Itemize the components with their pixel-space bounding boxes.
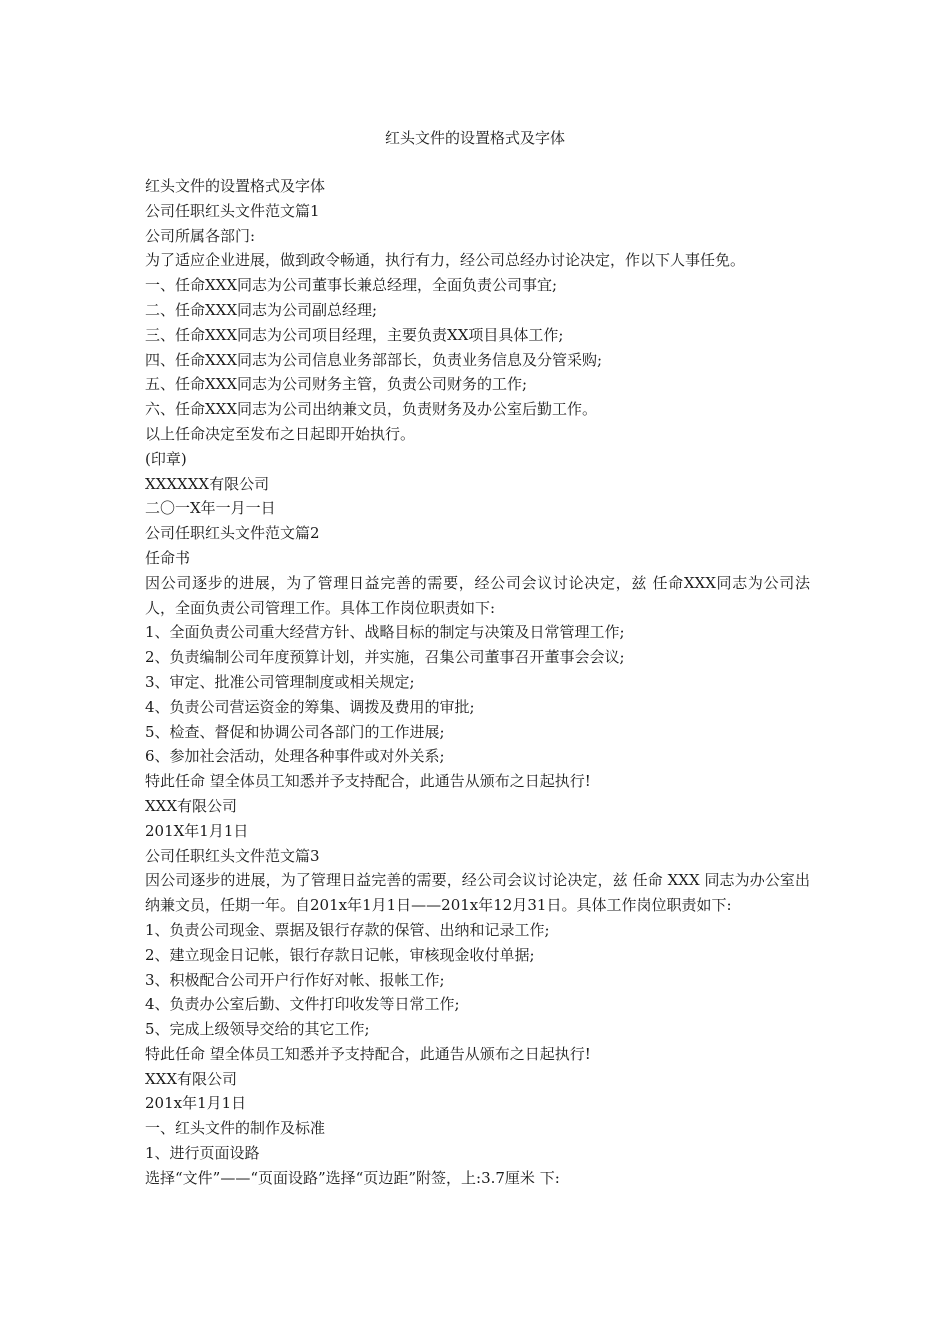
document-paragraph: 公司任职红头文件范文篇1: [145, 201, 320, 220]
document-paragraph: 2、建立现金日记帐，银行存款日记帐，审核现金收付单据;: [145, 945, 535, 964]
document-paragraph: 一、红头文件的制作及标准: [145, 1119, 326, 1138]
document-paragraph: 3、积极配合公司开户行作好对帐、报帐工作;: [145, 970, 445, 989]
document-paragraph: 201X年1月1日: [145, 821, 249, 840]
document-paragraph: 特此任命 望全体员工知悉并予支持配合，此通告从颁布之日起执行!: [145, 772, 591, 791]
document-body: [145, 174, 810, 1191]
document-paragraph: 为了适应企业进展，做到政令畅通，执行有力，经公司总经办讨论决定，作以下人事任免。: [145, 251, 746, 270]
document-paragraph: 红头文件的设置格式及字体: [145, 177, 326, 195]
document-paragraph: 选择“文件”——“页面设路”选择“页边距”附签，上:3.7厘米 下:: [145, 1168, 560, 1187]
document-paragraph: (印章): [145, 449, 187, 468]
document-paragraph: 特此任命 望全体员工知悉并予支持配合，此通告从颁布之日起执行!: [145, 1044, 591, 1063]
document-paragraph: 公司所属各部门:: [145, 226, 256, 245]
document-paragraph: XXX有限公司: [145, 1069, 238, 1088]
document-paragraph: 1、进行页面设路: [145, 1144, 260, 1163]
document-paragraph: 一、任命XXX同志为公司董事长兼总经理，全面负责公司事宜;: [145, 276, 558, 295]
document-paragraph: XXXXXX有限公司: [145, 474, 270, 493]
document-paragraph: 五、任命XXX同志为公司财务主管，负责公司财务的工作;: [145, 375, 528, 394]
document-paragraph: 1、负责公司现金、票据及银行存款的保管、出纳和记录工作;: [145, 920, 550, 939]
document-paragraph: 公司任职红头文件范文篇2: [145, 524, 320, 543]
document-paragraph: 因公司逐步的进展，为了管理日益完善的需要，经公司会议讨论决定，兹 任命XXX同志为公司法人，全面负责公司管理工作。具体工作岗位职责如下:: [145, 573, 810, 617]
document-paragraph: 4、负责公司营运资金的筹集、调拨及费用的审批;: [145, 697, 475, 716]
document-paragraph: 2、负责编制公司年度预算计划，并实施，召集公司董事召开董事会会议;: [145, 648, 625, 667]
document-paragraph: 6、参加社会活动，处理各种事件或对外关系;: [145, 747, 445, 766]
document-paragraph: 四、任命XXX同志为公司信息业务部部长，负责业务信息及分管采购;: [145, 350, 603, 369]
document-paragraph: 1、全面负责公司重大经营方针、战略目标的制定与决策及日常管理工作;: [145, 623, 625, 642]
document-paragraph: 4、负责办公室后勤、文件打印收发等日常工作;: [145, 995, 460, 1014]
document-paragraph: 六、任命XXX同志为公司出纳兼文员，负责财务及办公室后勤工作。: [145, 400, 598, 419]
document-paragraph: 3、审定、批准公司管理制度或相关规定;: [145, 672, 415, 691]
document-paragraph: 5、检查、督促和协调公司各部门的工作进展;: [145, 722, 445, 741]
document-paragraph: XXX有限公司: [145, 796, 238, 815]
document-paragraph: 201x年1月1日: [145, 1094, 247, 1113]
document-paragraph: 任命书: [145, 548, 191, 567]
document-paragraph: 二〇一X年一月一日: [145, 499, 276, 518]
document-paragraph: 公司任职红头文件范文篇3: [145, 846, 320, 865]
document-paragraph: 因公司逐步的进展，为了管理日益完善的需要，经公司会议讨论决定，兹 任命 XXX 同志为办公室出纳兼文员，任期一年。自201x年1月1日——201x年12月31日。具体工作岗位职责如下:: [145, 871, 810, 915]
document-paragraph: 5、完成上级领导交给的其它工作;: [145, 1020, 370, 1039]
document-paragraph: 以上任命决定至发布之日起即开始执行。: [145, 424, 416, 443]
document-paragraph: 二、任命XXX同志为公司副总经理;: [145, 300, 378, 319]
document-paragraph: 三、任命XXX同志为公司项目经理，主要负责XX项目具体工作;: [145, 325, 564, 344]
document-title: 红头文件的设置格式及字体: [384, 129, 565, 147]
